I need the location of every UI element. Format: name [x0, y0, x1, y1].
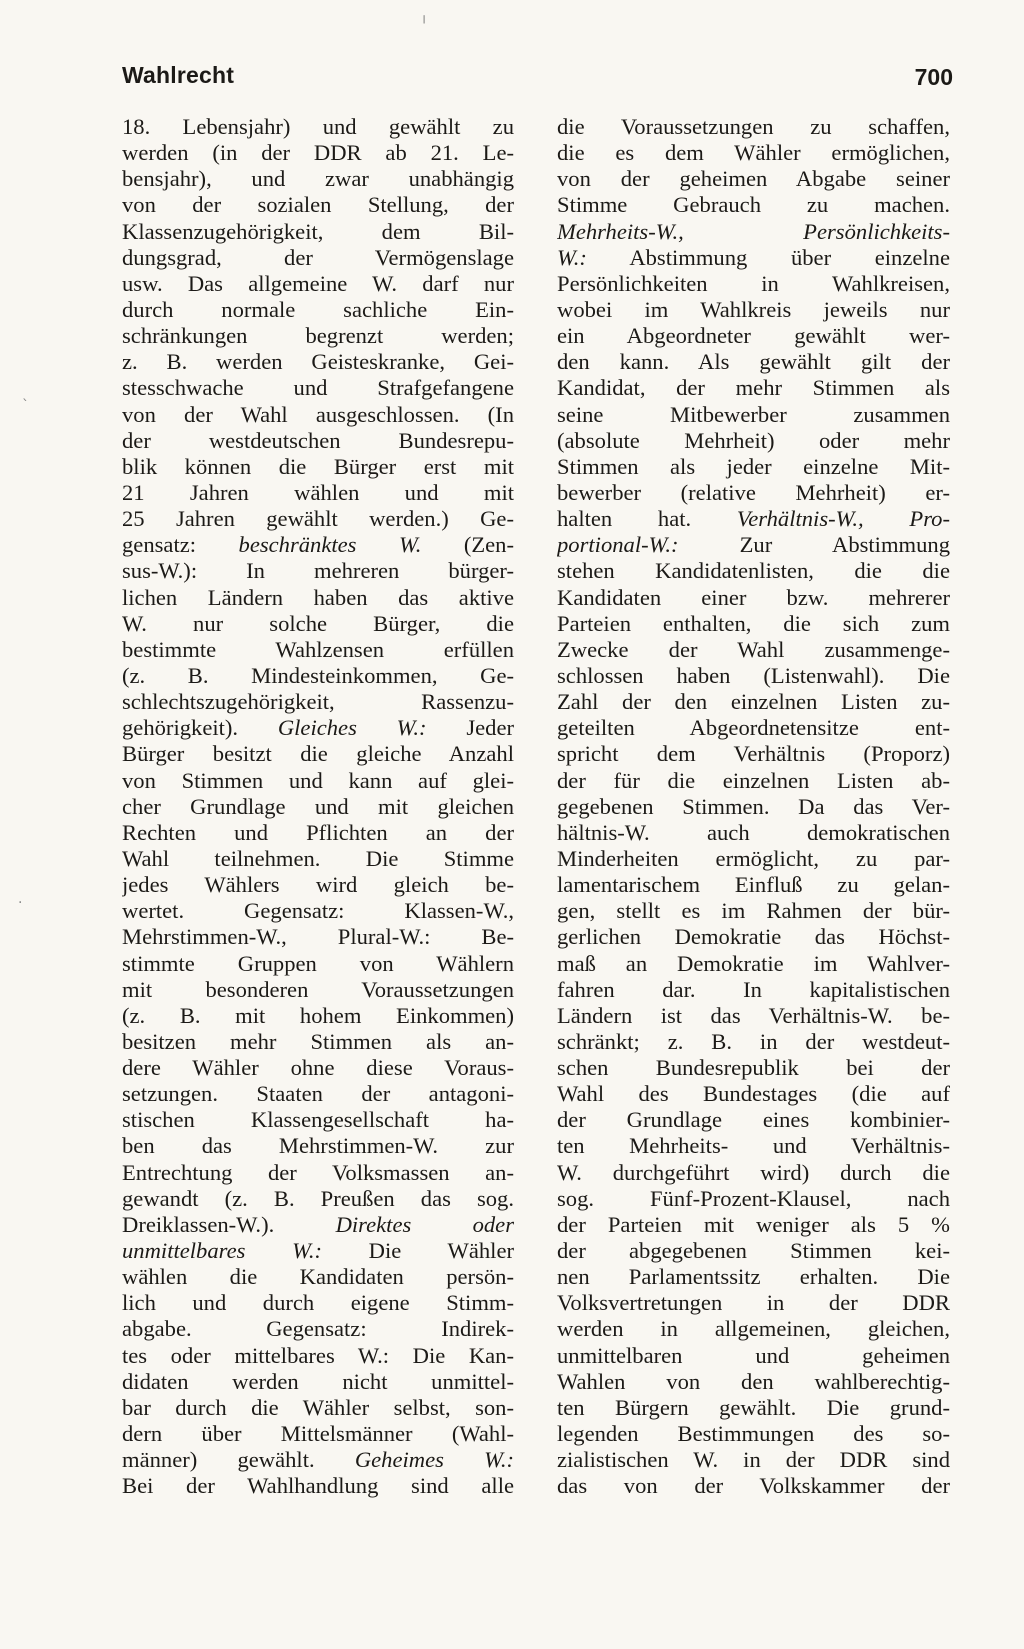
text-line	[557, 1343, 950, 1369]
text-line	[557, 872, 950, 898]
italic-term: Geheimes W.:	[354, 1447, 514, 1473]
text-segment: von Stimmen und kann auf glei-	[122, 767, 514, 793]
text-segment: schränkt; z. B. in der westdeut-	[557, 1028, 950, 1054]
scan-speck: ╷	[420, 8, 429, 24]
text-segment: werden in allgemeinen, gleichen,	[557, 1316, 950, 1342]
text-segment: W. durchgeführt wird) durch die	[557, 1159, 950, 1185]
text-segment: gen, stellt es im Rahmen der bür-	[557, 898, 950, 924]
text-line	[557, 794, 950, 820]
text-line	[122, 1186, 514, 1212]
text-line	[122, 1447, 514, 1473]
text-segment: durch normale sachliche Ein-	[122, 296, 514, 322]
text-line	[557, 637, 950, 663]
text-segment: Zwecke der Wahl zusammenge-	[557, 636, 950, 662]
italic-term: W.:	[557, 244, 587, 270]
text-segment: tes oder mittelbares W.: Die Kan-	[122, 1342, 514, 1368]
text-line	[122, 1238, 514, 1264]
text-segment: Bürger besitzt die gleiche Anzahl	[122, 741, 514, 767]
text-line	[122, 1003, 514, 1029]
text-segment: dere Wähler ohne diese Voraus-	[122, 1055, 514, 1081]
text-segment: Jeder	[426, 715, 514, 741]
text-segment: bestimmte Wahlzensen erfüllen	[122, 636, 514, 662]
text-segment: W. nur solche Bürger, die	[122, 610, 514, 636]
text-segment: ein Abgeordneter gewählt wer-	[557, 323, 950, 349]
text-line	[122, 1107, 514, 1133]
text-segment: stischen Klassengesellschaft ha-	[122, 1107, 514, 1133]
italic-term: Mehrheits-W., Persönlichkeits-	[557, 218, 950, 244]
text-line	[557, 768, 950, 794]
text-line	[557, 402, 950, 428]
text-line	[122, 114, 514, 140]
text-line	[557, 558, 950, 584]
text-line	[557, 1369, 950, 1395]
text-line	[557, 1264, 950, 1290]
text-segment: der Parteien mit weniger als 5 %	[557, 1211, 950, 1237]
page-number: 700	[914, 64, 953, 90]
text-line	[122, 219, 514, 245]
text-line	[122, 741, 514, 767]
text-segment: sog. Fünf-Prozent-Klausel, nach	[557, 1185, 950, 1211]
text-segment: Volksvertretungen in der DDR	[557, 1290, 950, 1316]
italic-term: Direktes oder	[335, 1211, 514, 1237]
text-segment: didaten werden nicht unmittel-	[122, 1368, 514, 1394]
left-text-column	[122, 114, 514, 1499]
text-segment: Klassenzugehörigkeit, dem Bil-	[122, 218, 514, 244]
text-segment: lamentarischem Einfluß zu gelan-	[557, 872, 950, 898]
text-segment: dungsgrad, der Vermögenslage	[122, 244, 514, 270]
text-line	[557, 1473, 950, 1499]
text-segment: nen Parlamentssitz erhalten. Die	[557, 1264, 950, 1290]
text-segment: abgabe. Gegensatz: Indirek-	[122, 1316, 514, 1342]
text-segment: Minderheiten ermöglicht, zu par-	[557, 845, 950, 871]
text-segment: stehen Kandidatenlisten, die die	[557, 558, 950, 584]
text-line	[557, 1029, 950, 1055]
text-segment: der für die einzelnen Listen ab-	[557, 767, 950, 793]
text-segment: Ländern ist das Verhältnis-W. be-	[557, 1002, 950, 1028]
text-line	[122, 1343, 514, 1369]
text-segment: wobei im Wahlkreis jeweils nur	[557, 296, 950, 322]
text-line	[557, 715, 950, 741]
text-segment: Die Wähler	[322, 1238, 514, 1264]
text-line	[122, 375, 514, 401]
text-line	[122, 794, 514, 820]
text-line	[557, 245, 950, 271]
text-line	[557, 428, 950, 454]
text-line	[557, 1290, 950, 1316]
text-line	[557, 1107, 950, 1133]
running-head: Wahlrecht	[122, 62, 235, 88]
text-segment: 21 Jahren wählen und mit	[122, 479, 514, 505]
text-segment: halten hat.	[557, 506, 737, 532]
text-segment: Kandidaten einer bzw. mehrerer	[557, 584, 950, 610]
text-line	[557, 140, 950, 166]
text-line	[122, 506, 514, 532]
text-segment: schen Bundesrepublik bei der	[557, 1055, 950, 1081]
text-line	[557, 192, 950, 218]
text-segment: lich und durch eigene Stimm-	[122, 1290, 514, 1316]
text-line	[557, 1316, 950, 1342]
text-segment: usw. Das allgemeine W. darf nur	[122, 270, 514, 296]
text-line	[122, 532, 514, 558]
text-segment: bewerber (relative Mehrheit) er-	[557, 479, 950, 505]
text-segment: werden (in der DDR ab 21. Le-	[122, 140, 514, 166]
text-segment: (z. B. mit hohem Einkommen)	[122, 1002, 514, 1028]
text-line	[122, 1212, 514, 1238]
text-segment: der westdeutschen Bundesrepu-	[122, 427, 514, 453]
italic-term: portional-W.:	[557, 532, 679, 558]
italic-term: Gleiches W.:	[277, 715, 427, 741]
text-segment: wertet. Gegensatz: Klassen-W.,	[122, 898, 514, 924]
text-segment: Rechten und Pflichten an der	[122, 819, 514, 845]
text-line	[557, 454, 950, 480]
text-line	[557, 741, 950, 767]
text-line	[122, 1160, 514, 1186]
text-segment: 18. Lebensjahr) und gewählt zu	[122, 114, 514, 139]
text-segment: von der Wahl ausgeschlossen. (In	[122, 401, 514, 427]
text-segment: schlossen haben (Listenwahl). Die	[557, 662, 950, 688]
text-line	[122, 245, 514, 271]
text-line	[122, 663, 514, 689]
text-segment: wählen die Kandidaten persön-	[122, 1264, 514, 1290]
text-line	[557, 898, 950, 924]
text-line	[557, 924, 950, 950]
text-line	[557, 689, 950, 715]
text-segment: Mehrstimmen-W., Plural-W.: Be-	[122, 924, 514, 950]
text-line	[122, 585, 514, 611]
text-line	[122, 715, 514, 741]
text-segment: Wahl des Bundestages (die auf	[557, 1081, 950, 1107]
scan-speck: ·	[18, 895, 23, 911]
text-segment: fahren dar. In kapitalistischen	[557, 976, 950, 1002]
text-segment: seine Mitbewerber zusammen	[557, 401, 950, 427]
text-line	[122, 689, 514, 715]
text-line	[122, 1133, 514, 1159]
text-line	[122, 428, 514, 454]
text-line	[557, 1133, 950, 1159]
text-segment: Stimme Gebrauch zu machen.	[557, 192, 950, 218]
text-segment: geteilten Abgeordnetensitze ent-	[557, 715, 950, 741]
text-line	[122, 872, 514, 898]
text-segment: sus-W.): In mehreren bürger-	[122, 558, 514, 584]
text-line	[557, 846, 950, 872]
text-segment: setzungen. Staaten der antagoni-	[122, 1081, 514, 1107]
text-segment: (z. B. Mindesteinkommen, Ge-	[122, 662, 514, 688]
text-segment: gegebenen Stimmen. Da das Ver-	[557, 793, 950, 819]
text-segment: gerlichen Demokratie das Höchst-	[557, 924, 950, 950]
text-line	[122, 297, 514, 323]
text-line	[122, 323, 514, 349]
text-line	[122, 611, 514, 637]
text-segment: Kandidat, der mehr Stimmen als	[557, 375, 950, 401]
text-line	[557, 1003, 950, 1029]
text-line	[557, 951, 950, 977]
text-line	[122, 1290, 514, 1316]
text-segment: der abgegebenen Stimmen kei-	[557, 1238, 950, 1264]
text-line	[557, 114, 950, 140]
text-segment: Parteien enthalten, die sich zum	[557, 610, 950, 636]
text-line	[122, 558, 514, 584]
text-segment: von der sozialen Stellung, der	[122, 192, 514, 218]
text-segment: blik können die Bürger erst mit	[122, 453, 514, 479]
text-segment: z. B. werden Geisteskranke, Gei-	[122, 349, 514, 375]
text-line	[122, 1264, 514, 1290]
text-line	[557, 977, 950, 1003]
text-line	[557, 271, 950, 297]
text-line	[557, 219, 950, 245]
text-line	[122, 1473, 514, 1499]
text-line	[557, 297, 950, 323]
text-segment: mit besonderen Voraussetzungen	[122, 976, 514, 1002]
text-segment: schlechtszugehörigkeit, Rassenzu-	[122, 689, 514, 715]
text-line	[557, 1055, 950, 1081]
text-segment: spricht dem Verhältnis (Proporz)	[557, 741, 950, 767]
text-line	[122, 1369, 514, 1395]
text-line	[122, 846, 514, 872]
text-line	[557, 1212, 950, 1238]
text-line	[122, 637, 514, 663]
text-segment: Zahl der den einzelnen Listen zu-	[557, 689, 950, 715]
text-line	[557, 611, 950, 637]
text-segment: Wahl teilnehmen. Die Stimme	[122, 845, 514, 871]
text-segment: den kann. Als gewählt gilt der	[557, 349, 950, 375]
text-segment: (absolute Mehrheit) oder mehr	[557, 427, 950, 453]
text-line	[557, 323, 950, 349]
text-segment: Bei der Wahlhandlung sind alle	[122, 1473, 514, 1499]
text-segment: lichen Ländern haben das aktive	[122, 584, 514, 610]
text-line	[122, 192, 514, 218]
text-segment: gehörigkeit).	[122, 715, 278, 741]
text-line	[122, 977, 514, 1003]
text-line	[557, 1395, 950, 1421]
text-segment: ten Mehrheits- und Verhältnis-	[557, 1133, 950, 1159]
text-segment: dern über Mittelsmänner (Wahl-	[122, 1421, 514, 1447]
text-line	[122, 898, 514, 924]
text-line	[122, 454, 514, 480]
text-line	[557, 349, 950, 375]
scan-speck: `	[22, 398, 29, 414]
text-line	[122, 951, 514, 977]
text-line	[557, 480, 950, 506]
text-line	[557, 532, 950, 558]
text-line	[557, 585, 950, 611]
text-line	[122, 1316, 514, 1342]
text-line	[122, 402, 514, 428]
text-line	[122, 1055, 514, 1081]
text-segment: die Voraussetzungen zu schaffen,	[557, 114, 950, 139]
text-segment: maß an Demokratie im Wahlver-	[557, 950, 950, 976]
text-line	[122, 820, 514, 846]
text-segment: gewandt (z. B. Preußen das sog.	[122, 1185, 514, 1211]
text-segment: männer) gewählt.	[122, 1447, 355, 1473]
text-line	[557, 1238, 950, 1264]
text-line	[122, 271, 514, 297]
text-line	[557, 166, 950, 192]
text-segment: hältnis-W. auch demokratischen	[557, 819, 950, 845]
text-line	[557, 1081, 950, 1107]
text-segment: bensjahr), und zwar unabhängig	[122, 166, 514, 192]
italic-term: unmittelbares W.:	[122, 1238, 322, 1264]
right-text-column	[557, 114, 950, 1499]
text-segment: besitzen mehr Stimmen als an-	[122, 1028, 514, 1054]
text-segment: 25 Jahren gewählt werden.) Ge-	[122, 506, 514, 532]
text-line	[122, 1395, 514, 1421]
text-segment: Zur Abstimmung	[678, 532, 950, 558]
text-line	[557, 1447, 950, 1473]
text-line	[122, 924, 514, 950]
text-line	[557, 820, 950, 846]
text-segment: das von der Volkskammer der	[557, 1473, 950, 1499]
text-segment: bar durch die Wähler selbst, son-	[122, 1394, 514, 1420]
text-segment: jedes Wählers wird gleich be-	[122, 872, 514, 898]
text-line	[557, 1421, 950, 1447]
text-line	[557, 1160, 950, 1186]
text-segment: schränkungen begrenzt werden;	[122, 323, 514, 349]
text-segment: gensatz:	[122, 532, 239, 558]
text-segment: von der geheimen Abgabe seiner	[557, 166, 950, 192]
text-segment: zialistischen W. in der DDR sind	[557, 1447, 950, 1473]
text-line	[122, 480, 514, 506]
text-segment: Entrechtung der Volksmassen an-	[122, 1159, 514, 1185]
text-segment: die es dem Wähler ermöglichen,	[557, 140, 950, 166]
text-line	[122, 166, 514, 192]
text-line	[122, 1029, 514, 1055]
text-segment: unmittelbaren und geheimen	[557, 1342, 950, 1368]
text-segment: Persönlichkeiten in Wahlkreisen,	[557, 270, 950, 296]
text-segment: cher Grundlage und mit gleichen	[122, 793, 514, 819]
italic-term: beschränktes W.	[238, 532, 422, 558]
text-line	[557, 1186, 950, 1212]
text-segment: stimmte Gruppen von Wählern	[122, 950, 514, 976]
text-line	[557, 663, 950, 689]
text-segment: ten Bürgern gewählt. Die grund-	[557, 1394, 950, 1420]
text-segment: Stimmen als jeder einzelne Mit-	[557, 453, 950, 479]
text-segment: der Grundlage eines kombinier-	[557, 1107, 950, 1133]
text-line	[557, 375, 950, 401]
text-segment: legenden Bestimmungen des so-	[557, 1421, 950, 1447]
text-segment: Dreiklassen-W.).	[122, 1211, 336, 1237]
text-segment: stesschwache und Strafgefangene	[122, 375, 514, 401]
italic-term: Verhältnis-W., Pro-	[736, 506, 950, 532]
text-line	[122, 140, 514, 166]
text-segment: (Zen-	[421, 532, 514, 558]
text-line	[122, 349, 514, 375]
text-line	[122, 1421, 514, 1447]
text-segment: Abstimmung über einzelne	[586, 244, 950, 270]
text-segment: Wahlen von den wahlberechtig-	[557, 1368, 950, 1394]
text-line	[122, 768, 514, 794]
text-line	[122, 1081, 514, 1107]
text-line	[557, 506, 950, 532]
text-segment: ben das Mehrstimmen-W. zur	[122, 1133, 514, 1159]
